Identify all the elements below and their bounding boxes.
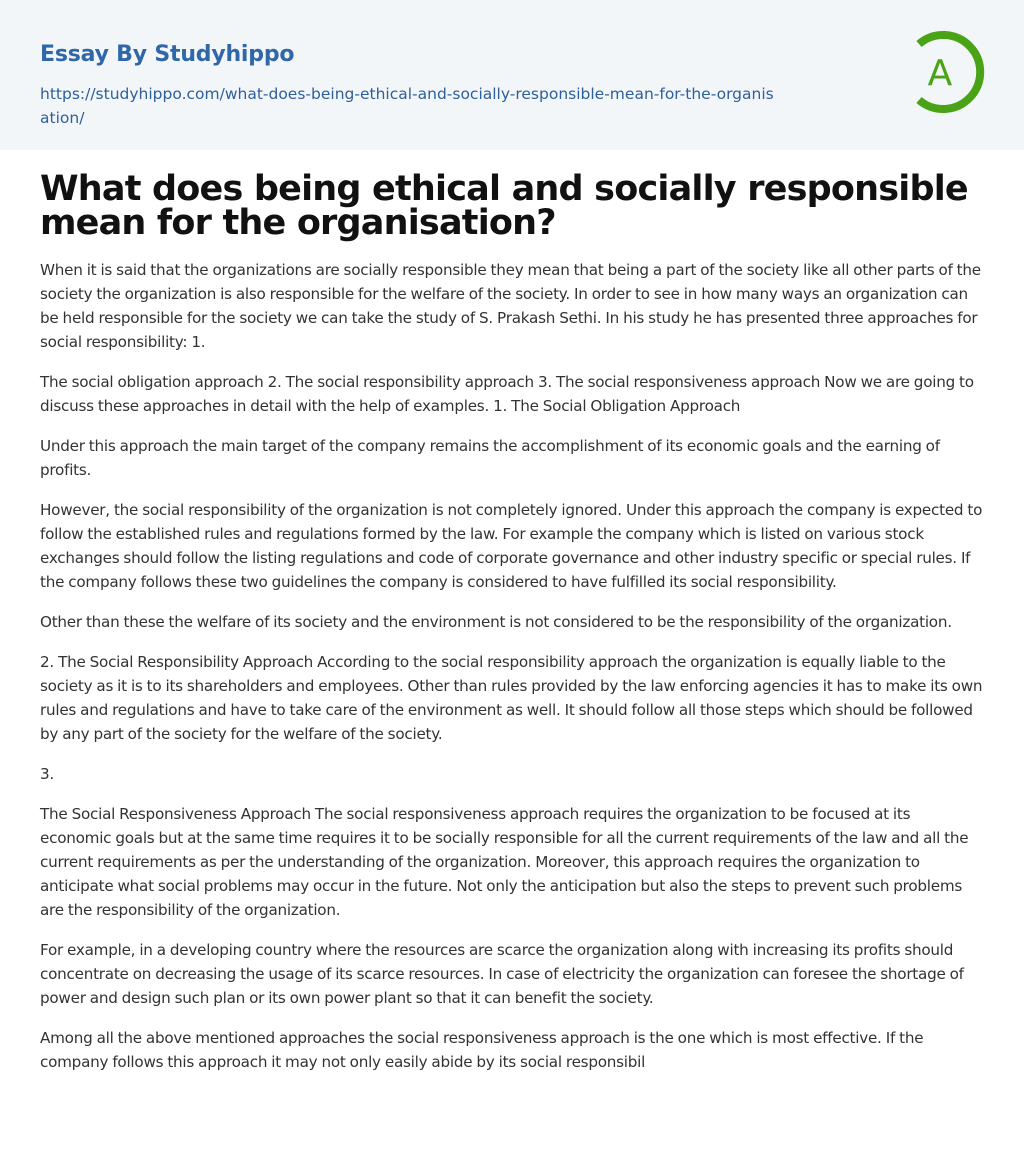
page-title: What does being ethical and socially responsible mean for the organisation? [40,169,968,243]
source-url-link[interactable]: https://studyhippo.com/what-does-being-ethical-and-socially-responsible-mean-for-the-organisation/ [40,85,774,127]
essay-content [0,169,1024,1074]
paragraph: Under this approach the main target of the company remains the accomplishment of its economic goals and the earning of profits. [40,437,940,479]
paragraph: The Social Responsiveness Approach The social responsiveness approach requires the organization to be focused at its economic goals but at the same time requires it to be socially responsible for all the current requirements of the law and all the current requirements as per the understanding of the organization. Moreover, this approach requires the organization to anticipate what social problems may occur in the future. Not only the anticipation but also the steps to prevent such problems are the responsibility of the organization. [40,805,969,919]
paragraph: Among all the above mentioned approaches the social responsiveness approach is the one which is most effective. If the company follows this approach it may not only easily abide by its social responsibil [40,1029,924,1071]
site-header [0,0,1024,150]
paragraph: When it is said that the organizations are socially responsible they mean that being a part of the society like all other parts of the society the organization is also responsible for the welfare of the society. In order to see in how many ways an organization can be held responsible for the society we can take the study of S. Prakash Sethi. In his study he has presented three approaches for social responsibility: 1. [40,261,981,351]
paragraph: For example, in a developing country where the resources are scarce the organization along with increasing its profits should concentrate on decreasing the usage of its scarce resources. In case of electricity the organization can foresee the shortage of power and design such plan or its own power plant so that it can benefit the society. [40,941,964,1007]
paragraph: 3. [40,765,54,783]
paragraph: Other than these the welfare of its society and the environment is not considered to be the responsibility of the organization. [40,613,952,631]
paragraph: However, the social responsibility of the organization is not completely ignored. Under this approach the company is expected to follow the established rules and regulations formed by the law. For example the company which is listed on various stock exchanges should follow the listing regulations and code of corporate governance and other industry specific or special rules. If the company follows these two guidelines the company is considered to have fulfilled its social responsibility. [40,501,983,591]
paragraph: The social obligation approach 2. The social responsibility approach 3. The social responsiveness approach Now we are going to discuss these approaches in detail with the help of examples. 1. The Social Obligation Approach [40,373,974,415]
brand-title: Essay By Studyhippo [40,42,295,67]
logo-a-circle-icon [910,28,988,116]
studyhippo-logo[interactable] [910,28,988,116]
paragraph: 2. The Social Responsibility Approach According to the social responsibility approach the organization is equally liable to the society as it is to its shareholders and employees. Other than rules provided by the law enforcing agencies it has to make its own rules and regulations and have to take care of the environment as well. It should follow all those steps which should be followed by any part of the society for the welfare of the society. [40,653,983,743]
logo-letter: A [927,53,953,94]
